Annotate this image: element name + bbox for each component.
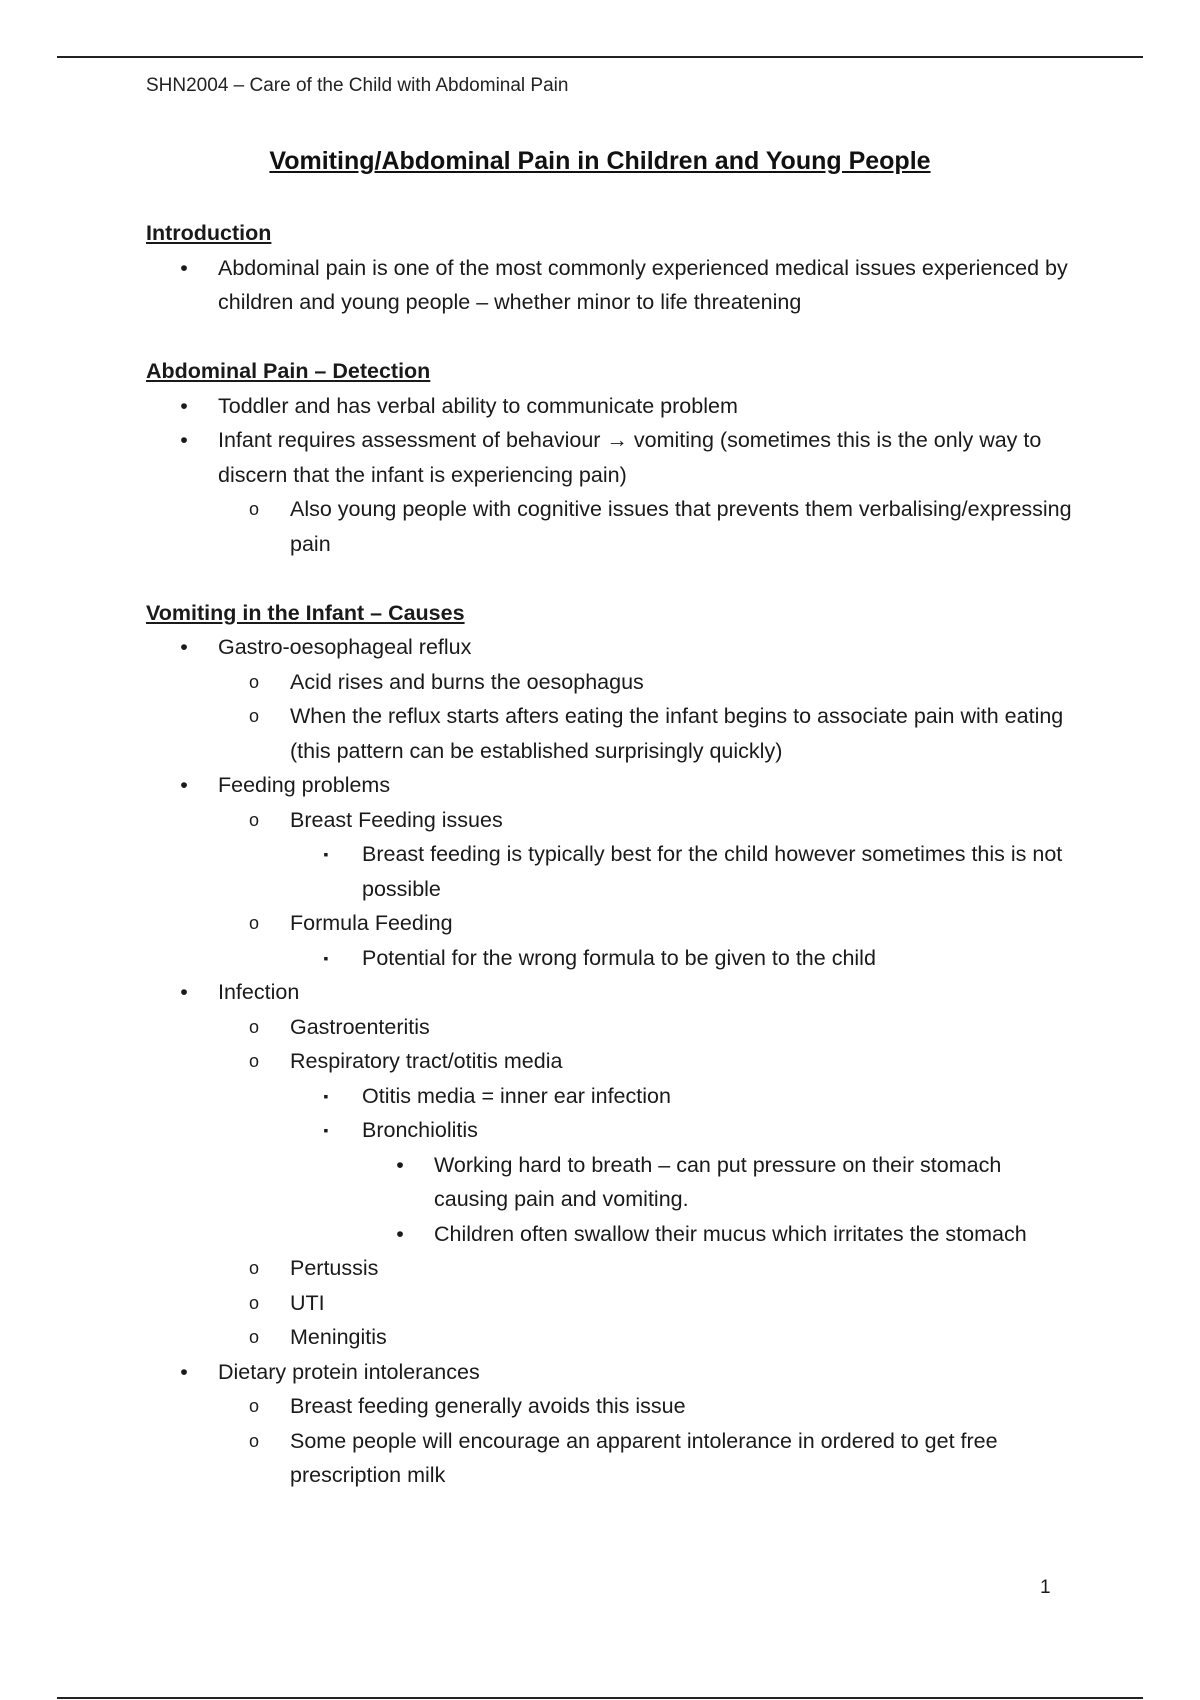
list-item-text: When the reflux starts afters eating the infant begins to associate pain with eating (this pattern can be established surprisingly quickly)	[290, 704, 1064, 763]
list-item	[290, 1079, 1076, 1114]
bullet-list-level-3	[290, 941, 1076, 976]
footer-rule	[57, 1697, 1143, 1699]
list-item	[290, 941, 1076, 976]
list-item-text: Infant requires assessment of behaviour → vomiting (sometimes this is the only way to discern that the infant is experiencing pain)	[218, 428, 1042, 487]
list-item-text: Potential for the wrong formula to be given to the child	[362, 945, 876, 970]
list-item	[146, 1355, 1076, 1493]
bullet-marker-icon: o	[248, 1396, 259, 1416]
list-item	[218, 1286, 1076, 1321]
bullet-list-level-1	[146, 389, 1076, 562]
bullet-marker-icon: o	[248, 1258, 259, 1278]
bullet-marker-icon: •	[180, 393, 188, 418]
list-item	[218, 665, 1076, 700]
page-number: 1	[1040, 1577, 1051, 1598]
list-item	[218, 699, 1076, 768]
list-item-text: Respiratory tract/otitis media	[290, 1049, 563, 1073]
section	[146, 596, 1076, 1493]
list-item-text: Abdominal pain is one of the most commonly experienced medical issues experienced by children and young people – whether minor to life threatening	[218, 255, 1068, 314]
list-item	[146, 630, 1076, 768]
list-item-text: UTI	[290, 1290, 325, 1315]
bullet-marker-icon: •	[180, 255, 188, 280]
bullet-list-level-2	[218, 1010, 1076, 1355]
list-item	[218, 1010, 1076, 1045]
bullet-marker-icon: ▪	[323, 846, 329, 862]
list-item-text: Acid rises and burns the oesophagus	[290, 669, 644, 694]
list-item-text: Pertussis	[290, 1256, 379, 1280]
bullet-marker-icon: o	[248, 809, 259, 830]
list-item	[362, 1148, 1076, 1217]
list-item-text: Dietary protein intolerances	[218, 1359, 480, 1384]
bullet-marker-icon: •	[180, 428, 188, 452]
bullet-list-level-2	[218, 492, 1076, 561]
list-item	[146, 975, 1076, 1355]
section-heading: Abdominal Pain – Detection	[146, 359, 431, 383]
bullet-marker-icon: o	[248, 1051, 259, 1071]
list-item-text: Meningitis	[290, 1325, 387, 1349]
bullet-marker-icon: o	[248, 1327, 259, 1347]
list-item	[218, 803, 1076, 907]
bullet-marker-icon: o	[248, 706, 259, 726]
page-header: SHN2004 – Care of the Child with Abdominal Pain	[146, 75, 569, 96]
list-item	[290, 1113, 1076, 1251]
list-item-text: Working hard to breath – can put pressure on their stomach causing pain and vomiting.	[434, 1152, 1002, 1211]
bullet-marker-icon: •	[396, 1152, 404, 1177]
bullet-list-level-4	[362, 1148, 1076, 1252]
bullet-marker-icon: ▪	[323, 1122, 329, 1138]
list-item-text: Otitis media = inner ear infection	[362, 1083, 671, 1108]
list-item-text: Formula Feeding	[290, 911, 453, 935]
list-item-text: Breast feeding is typically best for the child however sometimes this is not possible	[362, 842, 1063, 901]
list-item	[290, 837, 1076, 906]
bullet-marker-icon: o	[248, 913, 259, 933]
bullet-marker-icon: o	[248, 1292, 259, 1313]
bullet-marker-icon: o	[248, 671, 259, 692]
list-item	[146, 423, 1076, 561]
list-item-text: Also young people with cognitive issues that prevents them verbalising/expressing pain	[290, 497, 1072, 556]
bullet-marker-icon: o	[248, 1016, 259, 1037]
list-item	[218, 1389, 1076, 1424]
list-item	[146, 251, 1076, 320]
bullet-list-level-2	[218, 803, 1076, 976]
document-title: Vomiting/Abdominal Pain in Children and Young People	[269, 147, 931, 175]
list-item	[218, 1251, 1076, 1286]
bullet-marker-icon: •	[180, 635, 188, 659]
list-item	[362, 1217, 1076, 1252]
bullet-marker-icon: •	[180, 1359, 188, 1384]
section	[146, 216, 1076, 320]
bullet-list-level-1	[146, 251, 1076, 320]
list-item-text: Feeding problems	[218, 773, 391, 797]
bullet-marker-icon: •	[180, 980, 188, 1004]
list-item-text: Gastro-oesophageal reflux	[218, 635, 472, 659]
list-item-text: Breast feeding generally avoids this issue	[290, 1394, 686, 1418]
list-item-text: Bronchiolitis	[362, 1118, 478, 1142]
list-item	[218, 1320, 1076, 1355]
list-item-text: Gastroenteritis	[290, 1014, 430, 1039]
section	[146, 354, 1076, 561]
bullet-list-level-3	[290, 1079, 1076, 1252]
bullet-marker-icon: ▪	[323, 949, 329, 966]
bullet-marker-icon: o	[248, 1430, 259, 1451]
bullet-list-level-2	[218, 665, 1076, 769]
list-item	[146, 768, 1076, 975]
bullet-marker-icon: •	[180, 773, 188, 797]
list-item-text: Some people will encourage an apparent intolerance in ordered to get free prescription milk	[290, 1428, 998, 1487]
section-heading: Vomiting in the Infant – Causes	[146, 600, 465, 625]
bullet-list-level-3	[290, 837, 1076, 906]
header-rule	[57, 56, 1143, 58]
list-item	[146, 389, 1076, 424]
bullet-marker-icon: o	[248, 499, 259, 519]
section-heading: Introduction	[146, 221, 272, 245]
list-item-text: Toddler and has verbal ability to communicate problem	[218, 393, 738, 418]
bullet-list-level-1	[146, 630, 1076, 1493]
list-item-text: Children often swallow their mucus which irritates the stomach	[434, 1221, 1027, 1246]
list-item	[218, 906, 1076, 975]
list-item	[218, 1044, 1076, 1251]
list-item-text: Breast Feeding issues	[290, 807, 503, 832]
document-body	[146, 216, 1076, 1493]
bullet-marker-icon: •	[396, 1221, 404, 1246]
list-item	[218, 492, 1076, 561]
bullet-list-level-2	[218, 1389, 1076, 1493]
list-item-text: Infection	[218, 980, 300, 1004]
bullet-marker-icon: ▪	[323, 1087, 329, 1104]
list-item	[218, 1424, 1076, 1493]
